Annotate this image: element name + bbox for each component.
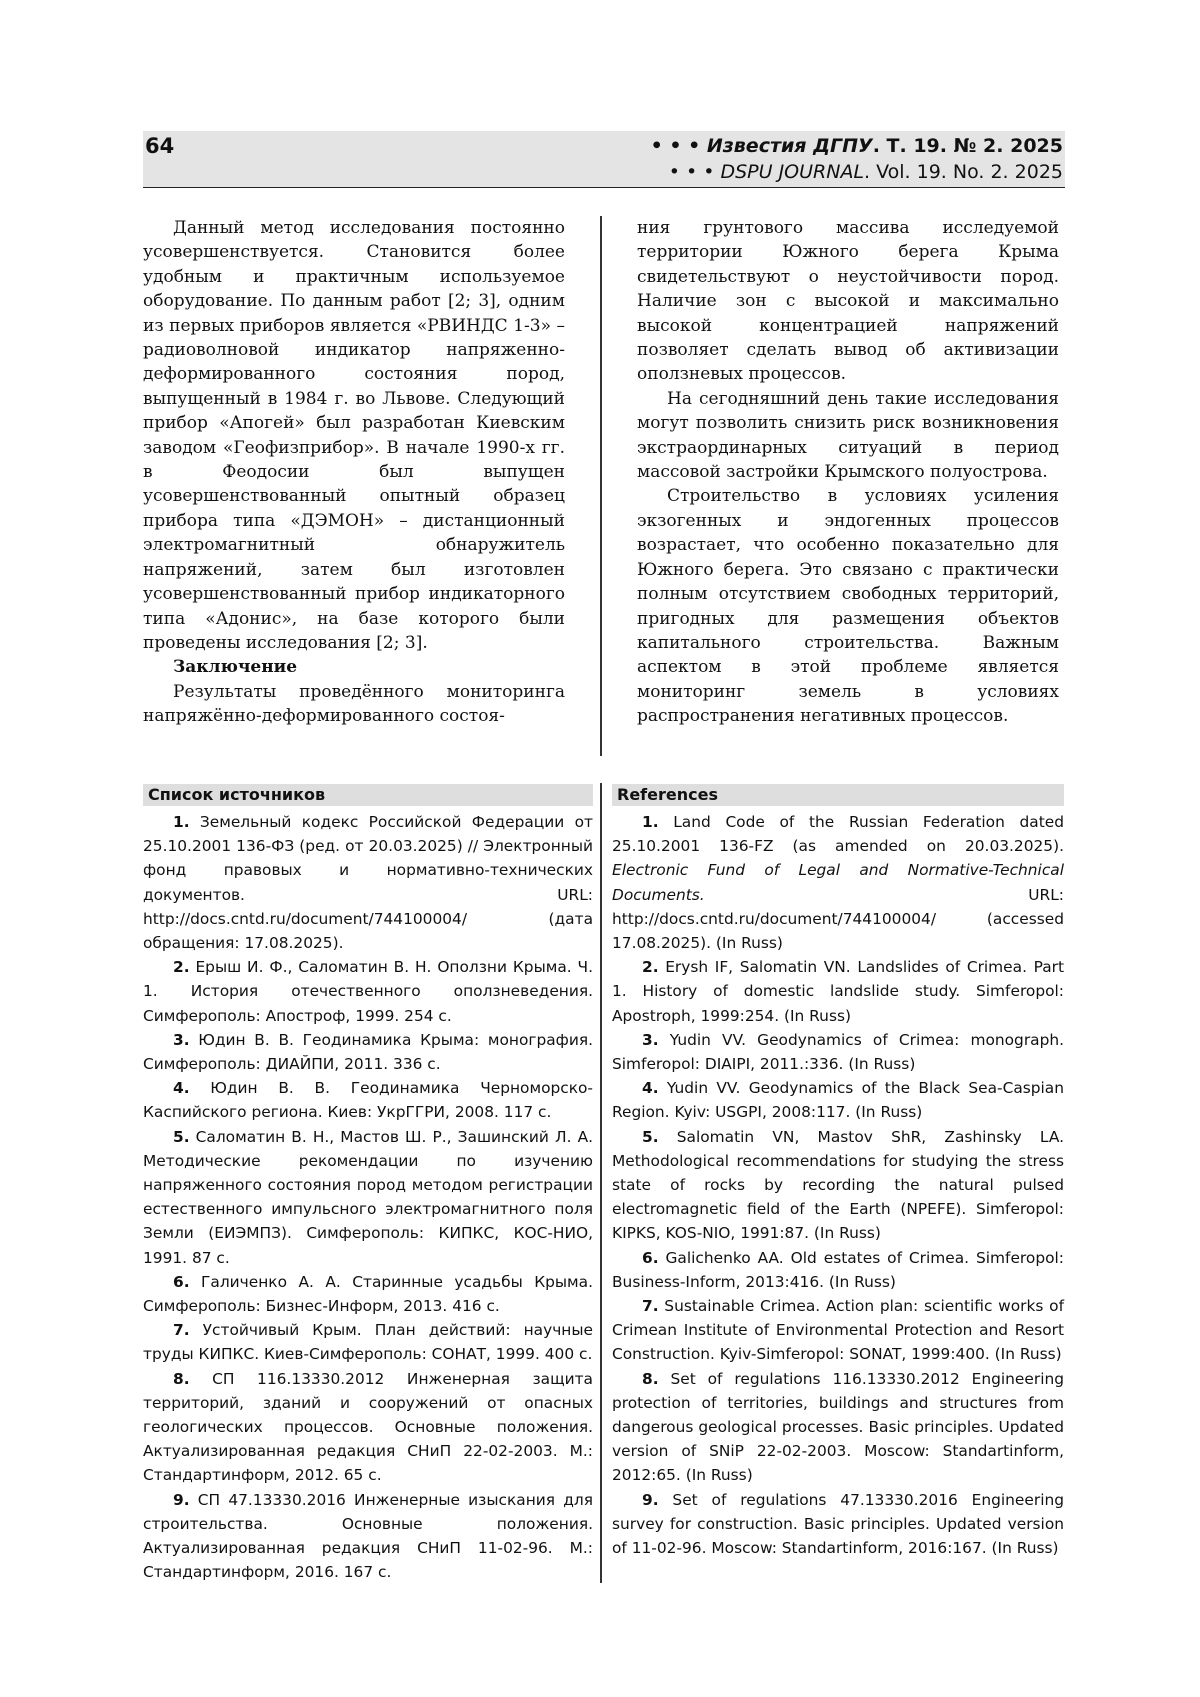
- reference-item: 5. Саломатин В. Н., Мастов Ш. Р., Зашинский Л. А. Методические рекомендации по изучению напряженного состояния пород методом регистрации естественного импульсного электромагнитного поля Земли (ЕИЭМПЗ). Симферополь: КИПКС, КОС-НИО, 1991. 87 с.: [143, 1125, 593, 1270]
- reference-item: 1. Земельный кодекс Российской Федерации от 25.10.2001 136-ФЗ (ред. от 20.03.2025) // Электронный фонд правовых и нормативно-технических документов. URL: http://docs.cntd.ru/document/744100004/ (дата обращения: 17.08.2025).: [143, 810, 593, 955]
- section-heading: Заключение: [143, 655, 565, 679]
- paragraph: На сегодняшний день такие исследования могут позволить снизить риск возникновения экстраординарных ситуаций в период массовой застройки Крымского полуострова.: [637, 387, 1059, 485]
- journal-title-en: • • • DSPU JOURNAL. Vol. 19. No. 2. 2025: [669, 161, 1063, 183]
- reference-item: 1. Land Code of the Russian Federation dated 25.10.2001 136-FZ (as amended on 20.03.2025). Electronic Fund of Legal and Normative-Technical Documents. URL: http://docs.cntd.ru/document/744100004/ (accessed 17.08.2025). (In Russ): [612, 810, 1064, 955]
- reference-item: 4. Yudin VV. Geodynamics of the Black Sea-Caspian Region. Kyiv: USGPI, 2008:117. (In Russ): [612, 1076, 1064, 1124]
- reference-item: 7. Устойчивый Крым. План действий: научные труды КИПКС. Киев-Симферополь: СОНАТ, 1999. 400 с.: [143, 1318, 593, 1366]
- references-en-heading: References: [612, 784, 1064, 806]
- reference-item: 3. Юдин В. В. Геодинамика Крыма: монография. Симферополь: ДИАЙПИ, 2011. 336 с.: [143, 1028, 593, 1076]
- paragraph: Данный метод исследования постоянно усовершенствуется. Становится более удобным и практичным используемое оборудование. По данным работ [2; 3], одним из первых приборов является «РВИНДС 1-3» – радиоволновой индикатор напряженно-деформированного состояния пород, выпущенный в 1984 г. во Львове. Следующий прибор «Апогей» был разработан Киевским заводом «Геофизприбор». В начале 1990-х гг. в Феодосии был выпущен усовершенствованный опытный образец прибора типа «ДЭМОН» – дистанционный электромагнитный обнаружитель напряжений, затем был изготовлен усовершенствованный прибор индикаторного типа «Адонис», на базе которого были проведены исследования [2; 3].: [143, 216, 565, 655]
- references-ru-list: [143, 810, 593, 1585]
- references-ru-heading: Список источников: [143, 784, 593, 806]
- paragraph: Строительство в условиях усиления экзогенных и эндогенных процессов возрастает, что особенно показательно для Южного берега. Это связано с практически полным отсутствием свободных территорий, пригодных для размещения объектов капитального строительства. Важным аспектом в этой проблеме является мониторинг земель в условиях распространения негативных процессов.: [637, 484, 1059, 728]
- reference-item: 6. Galichenko AA. Old estates of Crimea. Simferopol: Business-Inform, 2013:416. (In Russ): [612, 1246, 1064, 1294]
- body-column-left: [143, 216, 565, 729]
- reference-item: 2. Erysh IF, Salomatin VN. Landslides of Crimea. Part 1. History of domestic landslide study. Simferopol: Apostroph, 1999:254. (In Russ): [612, 955, 1064, 1028]
- reference-item: 7. Sustainable Crimea. Action plan: scientific works of Crimean Institute of Environmental Protection and Resort Construction. Kyiv-Simferopol: SONAT, 1999:400. (In Russ): [612, 1294, 1064, 1367]
- column-divider-refs: [600, 783, 602, 1583]
- reference-item: 3. Yudin VV. Geodynamics of Crimea: monograph. Simferopol: DIAIPI, 2011.:336. (In Russ): [612, 1028, 1064, 1076]
- journal-title-ru: • • • Известия ДГПУ. Т. 19. № 2. 2025: [651, 135, 1063, 157]
- reference-item: 6. Галиченко А. А. Старинные усадьбы Крыма. Симферополь: Бизнес-Информ, 2013. 416 с.: [143, 1270, 593, 1318]
- body-column-right: [637, 216, 1059, 729]
- reference-item: 8. СП 116.13330.2012 Инженерная защита территорий, зданий и сооружений от опасных геологических процессов. Основные положения. Актуализированная редакция СНиП 22-02-2003. М.: Стандартинформ, 2012. 65 с.: [143, 1367, 593, 1488]
- paragraph: ния грунтового массива исследуемой территории Южного берега Крыма свидетельствуют о неустойчивости пород. Наличие зон с высокой и максимально высокой концентрацией напряжений позволяет сделать вывод об активизации оползневых процессов.: [637, 216, 1059, 387]
- page-number: 64: [145, 134, 174, 158]
- paragraph: Результаты проведённого мониторинга напряжённо-деформированного состоя-: [143, 680, 565, 729]
- reference-item: 4. Юдин В. В. Геодинамика Черноморско-Каспийского региона. Киев: УкрГГРИ, 2008. 117 с.: [143, 1076, 593, 1124]
- reference-item: 9. СП 47.13330.2016 Инженерные изыскания для строительства. Основные положения. Актуализированная редакция СНиП 11-02-96. М.: Стандартинформ, 2016. 167 с.: [143, 1488, 593, 1585]
- running-header: [143, 131, 1065, 188]
- reference-item: 9. Set of regulations 47.13330.2016 Engineering survey for construction. Basic principles. Updated version of 11-02-96. Moscow: Standartinform, 2016:167. (In Russ): [612, 1488, 1064, 1561]
- column-divider-body: [600, 216, 602, 756]
- reference-item: 8. Set of regulations 116.13330.2012 Engineering protection of territories, buildings and structures from dangerous geological processes. Basic principles. Updated version of SNiP 22-02-2003. Moscow: Standartinform, 2012:65. (In Russ): [612, 1367, 1064, 1488]
- reference-item: 5. Salomatin VN, Mastov ShR, Zashinsky LA. Methodological recommendations for studying the stress state of rocks by recording the natural pulsed electromagnetic field of the Earth (NPEFE). Simferopol: KIPKS, KOS-NIO, 1991:87. (In Russ): [612, 1125, 1064, 1246]
- reference-item: 2. Ерыш И. Ф., Саломатин В. Н. Оползни Крыма. Ч. 1. История отечественного оползневедения. Симферополь: Апостроф, 1999. 254 с.: [143, 955, 593, 1028]
- references-en-list: [612, 810, 1064, 1560]
